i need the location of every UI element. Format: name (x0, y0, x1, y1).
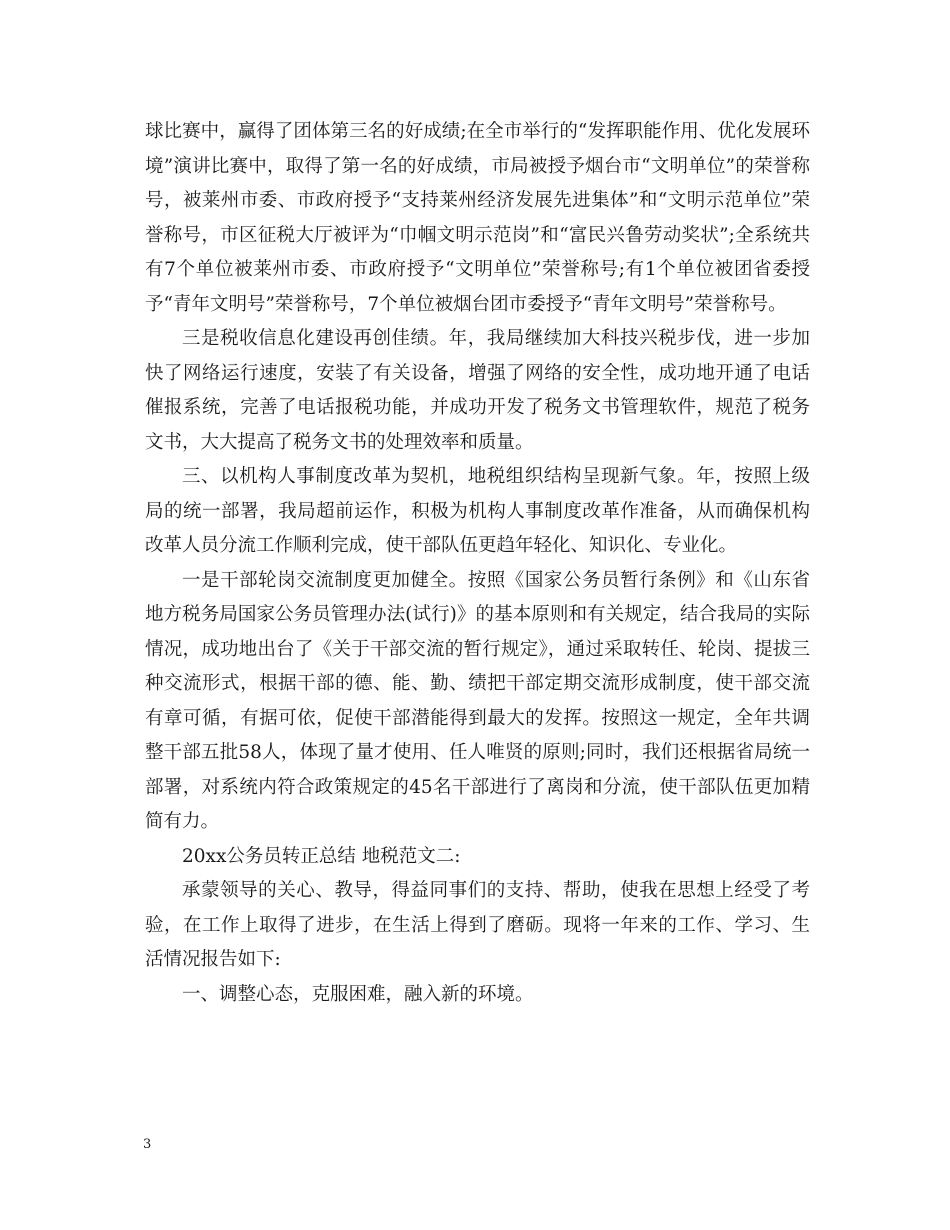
document-body (145, 115, 810, 1012)
section-heading-sample-two: 20xx公务员转正总结 地税范文二: (182, 845, 461, 867)
page-number: 3 (143, 1137, 152, 1152)
paragraph-personnel-reform: 三、以机构人事制度改革为契机，地税组织结构呈现新气象。年，按照上级局的统一部署，我局超前运作，积极为机构人事制度改革作准备，从而确保机构改革人员分流工作顺利完成，使干部队伍更趋年轻化、知识化、专业化。 (145, 466, 810, 556)
paragraph-adjust-mindset: 一、调整心态，克服困难，融入新的环境。 (182, 983, 534, 1005)
paragraph-tax-informatization: 三是税收信息化建设再创佳绩。年，我局继续加大科技兴税步伐，进一步加快了网络运行速度，安装了有关设备，增强了网络的安全性，成功地开通了电话催报系统，完善了电话报税功能，并成功开发了税务文书管理软件，规范了税务文书，大大提高了税务文书的处理效率和质量。 (145, 328, 810, 453)
paragraph-awards: 球比赛中，赢得了团体第三名的好成绩;在全市举行的“发挥职能作用、优化发展环境”演讲比赛中，取得了第一名的好成绩，市局被授予烟台市“文明单位”的荣誉称号，被莱州市委、市政府授予“支持莱州经济发展先进集体”和“文明示范单位”荣誉称号，市区征税大厅被评为“巾帼文明示范岗”和“富民兴鲁劳动奖状”;全系统共有7个单位被莱州市委、市政府授予“文明单位”荣誉称号;有1个单位被团省委授予“青年文明号”荣誉称号，7个单位被烟台团市委授予“青年文明号”荣誉称号。 (145, 121, 810, 315)
paragraph-cadre-rotation: 一是干部轮岗交流制度更加健全。按照《国家公务员暂行条例》和《山东省地方税务局国家公务员管理办法(试行)》的基本原则和有关规定，结合我局的实际情况，成功地出台了《关于干部交流的暂行规定》，通过采取转任、轮岗、提拔三种交流形式，根据干部的德、能、勤、绩把干部定期交流形成制度，使干部交流有章可循，有据可依，促使干部潜能得到最大的发挥。按照这一规定，全年共调整干部五批58人，体现了量才使用、任人唯贤的原则;同时，我们还根据省局统一部署，对系统内符合政策规定的45名干部进行了离岗和分流，使干部队伍更加精简有力。 (145, 569, 810, 832)
paragraph-introduction: 承蒙领导的关心、教导，得益同事们的支持、帮助，使我在思想上经受了考验，在工作上取得了进步，在生活上得到了磨砺。现将一年来的工作、学习、生活情况报告如下: (145, 880, 810, 970)
